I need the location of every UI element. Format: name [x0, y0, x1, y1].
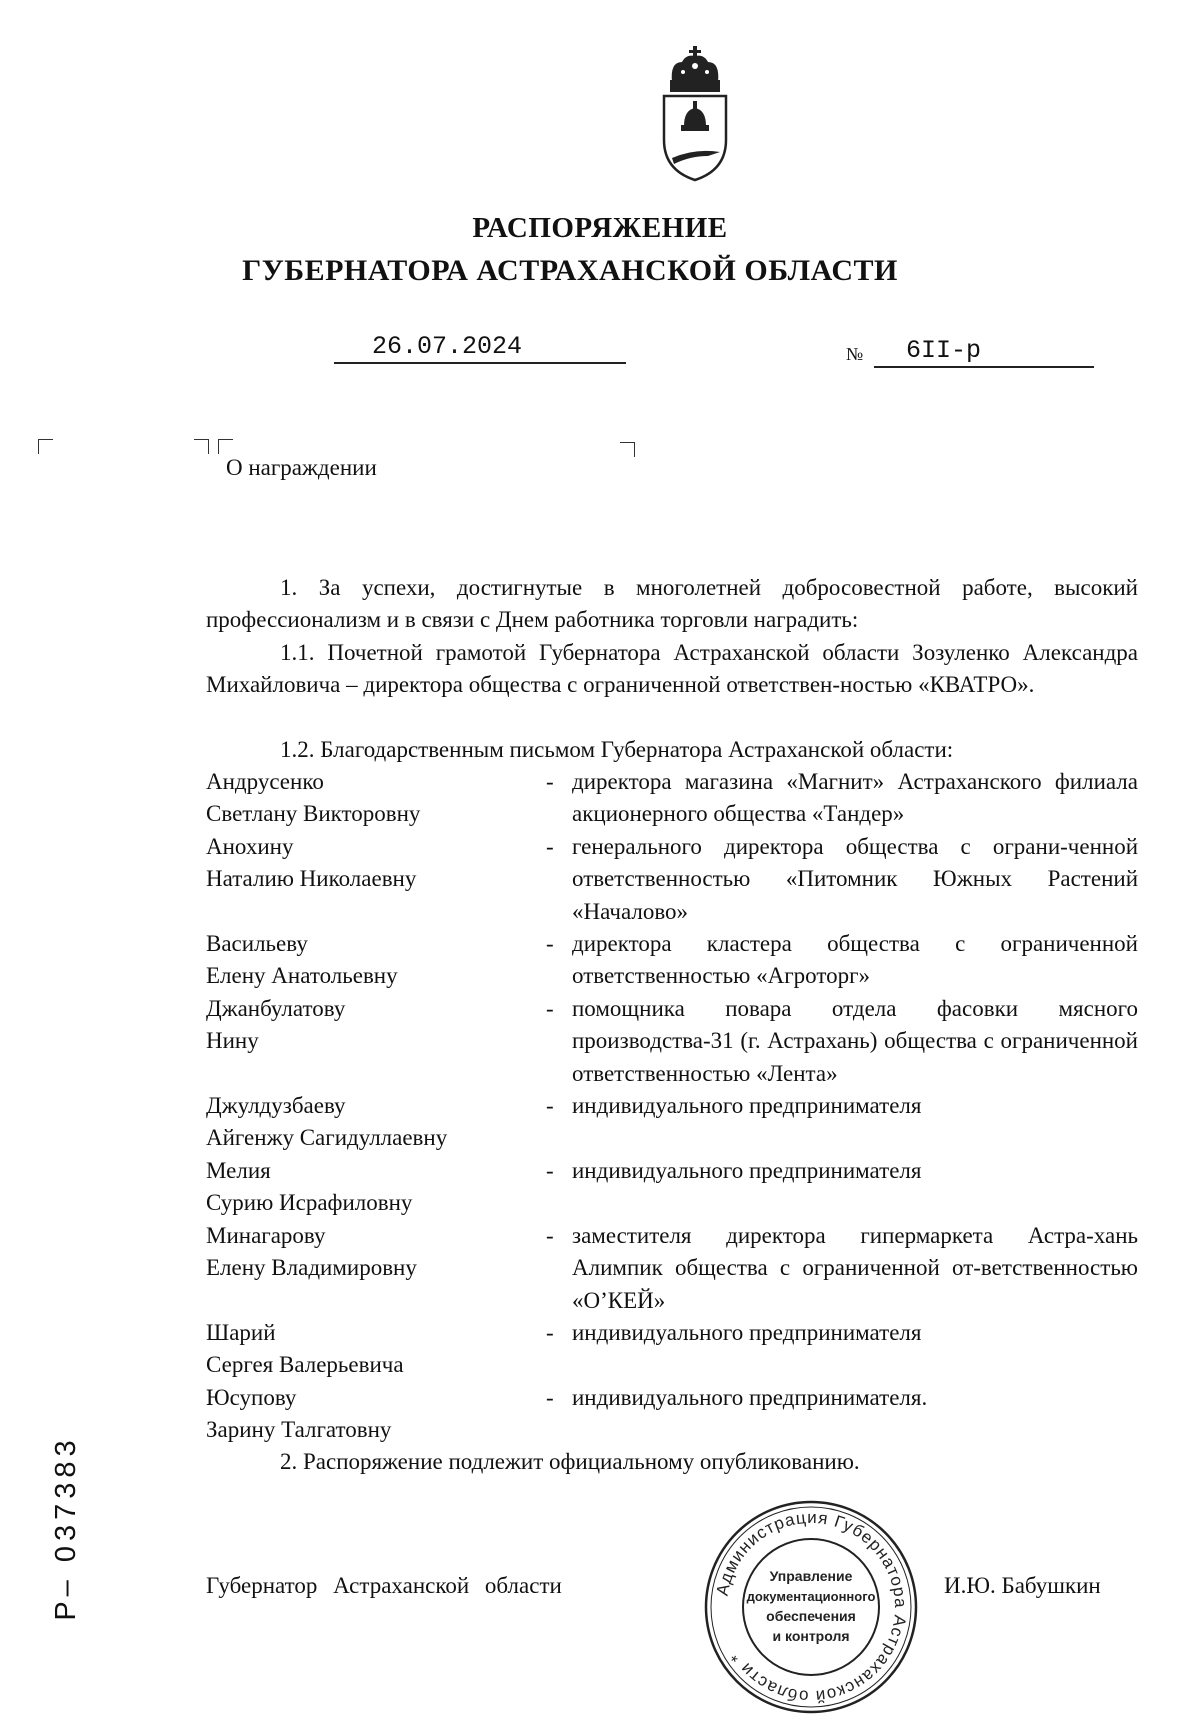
corner-mark-subject-end	[620, 442, 635, 457]
date-underline	[334, 362, 626, 364]
paragraph-1-1: 1.1. Почетной грамотой Губернатора Астраханской области Зозуленко Александра Михайловича – директора общества с ограниченной ответствен-ностью «КВАТРО».	[206, 640, 1138, 698]
awardee-dash: -	[546, 931, 554, 956]
awardee-position: индивидуального предпринимателя.	[572, 1385, 928, 1410]
awardee-dash: -	[546, 769, 554, 794]
corner-mark-left	[38, 439, 53, 454]
stamp-center-line-3: обеспечения	[766, 1608, 856, 1624]
awardee-position: генерального директора общества с ограни-ченной ответственностью «Питомник Южных Растений «Началово»	[572, 834, 1138, 924]
paragraph-2: 2. Распоряжение подлежит официальному опубликованию.	[280, 1449, 860, 1474]
awardee-dash: -	[546, 1158, 554, 1183]
stamp-center-line-1: Управление	[769, 1568, 853, 1584]
awardee-dash: -	[546, 1093, 554, 1118]
awardee-dash: -	[546, 996, 554, 1021]
awardee-given-name: Елену Владимировну	[206, 1255, 417, 1280]
awardee-given-name: Наталию Николаевну	[206, 866, 417, 891]
serial-number	[46, 1408, 86, 1648]
awardee-position: индивидуального предпринимателя	[572, 1320, 922, 1345]
awardee-given-name: Елену Анатольевну	[206, 963, 398, 988]
awardee-given-name: Сергея Валерьевича	[206, 1352, 404, 1377]
document-date: 26.07.2024	[372, 332, 523, 361]
document-authority-title: ГУБЕРНАТОРА АСТРАХАНСКОЙ ОБЛАСТИ	[242, 254, 898, 287]
stamp-center-line-2: документационного	[746, 1589, 876, 1604]
awardee-given-name: Зарину Талгатовну	[206, 1417, 392, 1442]
number-label: №	[846, 344, 864, 364]
awardee-position: индивидуального предпринимателя	[572, 1158, 922, 1183]
signature-name: И.Ю. Бабушкин	[944, 1573, 1101, 1598]
paragraph-1-2: 1.2. Благодарственным письмом Губернатора Астраханской области:	[280, 737, 954, 762]
awardee-dash: -	[546, 1223, 554, 1248]
corner-mark-subject-open	[194, 439, 209, 454]
awardee-position: индивидуального предпринимателя	[572, 1093, 922, 1118]
awardee-dash: -	[546, 1385, 554, 1410]
awardee-surname: Шарий	[206, 1320, 276, 1345]
awardee-surname: Юсупову	[206, 1385, 297, 1410]
awardee-position: помощника повара отдела фасовки мясного производства-31 (г. Астрахань) общества с ограниченной ответственностью «Лента»	[572, 996, 1138, 1086]
awardee-surname: Минагарову	[206, 1223, 326, 1248]
awardee-given-name: Сурию Исрафиловну	[206, 1190, 413, 1215]
document-type-title: РАСПОРЯЖЕНИЕ	[472, 212, 728, 244]
awardee-given-name: Светлану Викторовну	[206, 801, 421, 826]
awardee-surname: Анохину	[206, 834, 294, 859]
stamp-center-line-4: и контроля	[772, 1628, 850, 1644]
awardee-position: директора магазина «Магнит» Астраханского филиала акционерного общества «Тандер»	[572, 769, 1138, 827]
awardee-position: заместителя директора гипермаркета Астра-хань Алимпик общества с ограниченной от-ветственностью «О’КЕЙ»	[572, 1223, 1138, 1313]
stamp-ring-text: Администрация Губернатора Астраханской области *	[712, 1507, 911, 1707]
document-subject: О награждении	[226, 455, 377, 480]
awardee-surname: Джулдузбаеву	[206, 1093, 346, 1118]
document-number: 6II-р	[906, 336, 982, 365]
signature-post: Губернатор Астраханской области	[206, 1573, 562, 1598]
serial-number-text: Р– 037383	[50, 1435, 82, 1621]
awardee-surname: Андрусенко	[206, 769, 324, 794]
awardee-surname: Васильеву	[206, 931, 308, 956]
awardee-dash: -	[546, 1320, 554, 1345]
awardee-position: директора кластера общества с ограниченной ответственностью «Агроторг»	[572, 931, 1138, 989]
official-stamp	[700, 1496, 922, 1718]
awardee-surname: Мелия	[206, 1158, 271, 1183]
awardee-surname: Джанбулатову	[206, 996, 346, 1021]
paragraph-1: 1. За успехи, достигнутые в многолетней добросовестной работе, высокий профессионализм и в связи с Днем работника торговли наградить:	[206, 575, 1138, 633]
number-underline	[874, 366, 1094, 368]
awardee-dash: -	[546, 834, 554, 859]
awardee-given-name: Нину	[206, 1028, 259, 1053]
awardee-given-name: Айгенжу Сагидуллаевну	[206, 1125, 448, 1150]
coat-of-arms-icon	[650, 44, 740, 184]
